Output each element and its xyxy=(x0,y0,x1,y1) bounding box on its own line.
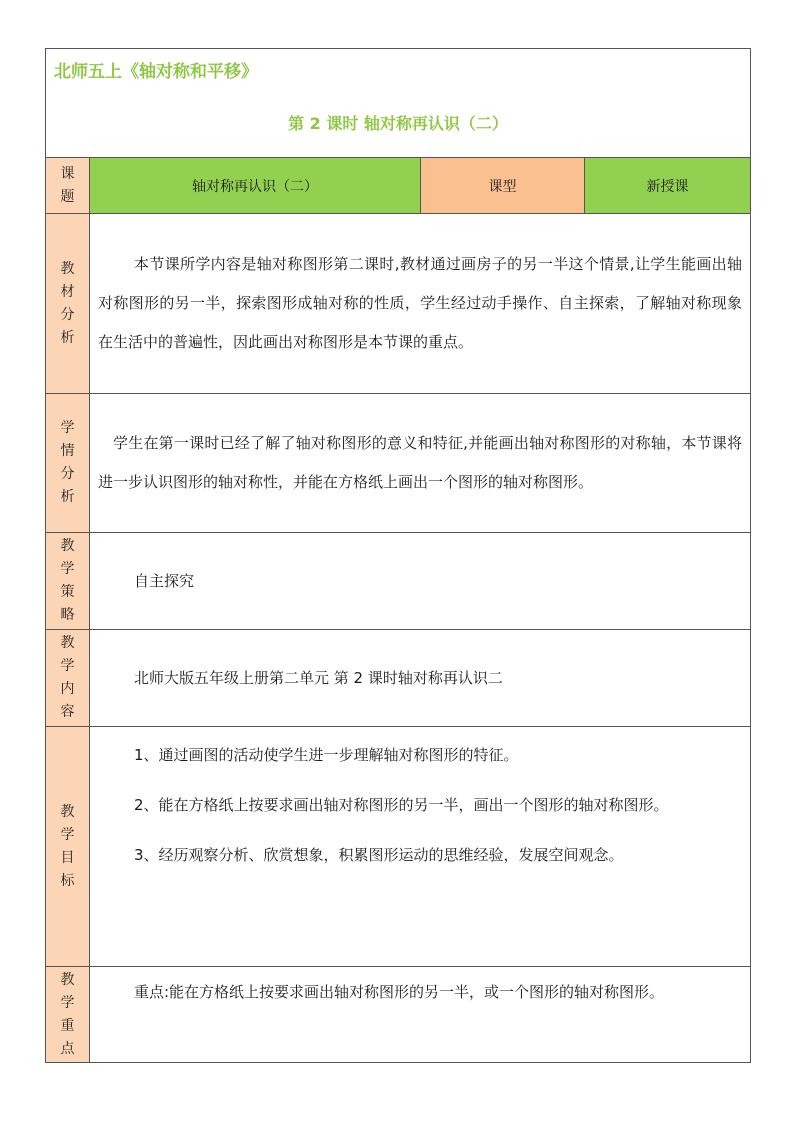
type-label: 课型 xyxy=(421,158,585,214)
strategy-cell xyxy=(90,533,751,630)
strategy-text: 自主探究 xyxy=(134,571,195,590)
series-title: 北师五上《轴对称和平移》 xyxy=(54,62,258,82)
content-text: 北师大版五年级上册第二单元 第 2 课时轴对称再认识二 xyxy=(134,668,503,687)
lesson-plan-page xyxy=(45,48,750,1063)
label-students: 学 情 分 析 xyxy=(46,394,90,533)
key-points-cell xyxy=(90,967,751,1063)
students-cell xyxy=(90,394,751,533)
material-cell xyxy=(90,214,751,394)
goal-item: 2、能在方格纸上按要求画出轴对称图形的另一半，画出一个图形的轴对称图形。 xyxy=(134,796,669,814)
key-points-text: 重点:能在方格纸上按要求画出轴对称图形的另一半，或一个图形的轴对称图形。 xyxy=(134,983,665,1001)
goal-item: 3、经历观察分析、欣赏想象，积累图形运动的思维经验，发展空间观念。 xyxy=(134,846,624,864)
title-cell xyxy=(46,49,751,158)
topic-value: 轴对称再认识（二） xyxy=(90,158,421,214)
label-topic: 课 题 xyxy=(46,158,90,214)
label-goals: 教 学 目 标 xyxy=(46,727,90,967)
content-cell xyxy=(90,630,751,727)
label-strategy: 教 学 策 略 xyxy=(46,533,90,630)
label-key-points: 教 学 重 点 xyxy=(46,967,90,1063)
label-material: 教 材 分 析 xyxy=(46,214,90,394)
lesson-title: 第 2 课时 轴对称再认识（二） xyxy=(288,114,508,133)
label-content: 教 学 内 容 xyxy=(46,630,90,727)
goals-cell xyxy=(90,727,751,967)
students-text: 学生在第一课时已经了解了轴对称图形的意义和特征,并能画出轴对称图形的对称轴，本节课将进一步认识图形的轴对称性，并能在方格纸上画出一个图形的轴对称图形。 xyxy=(98,434,742,491)
goal-item: 1、通过画图的活动使学生进一步理解轴对称图形的特征。 xyxy=(134,746,519,764)
type-value: 新授课 xyxy=(585,158,751,214)
material-text: 本节课所学内容是轴对称图形第二课时,教材通过画房子的另一半这个情景,让学生能画出轴对称图形的另一半，探索图形成轴对称的性质，学生经过动手操作、自主探索，了解轴对称现象在生活中的普遍性，因此画出对称图形是本节课的重点。 xyxy=(98,255,742,351)
lesson-plan-table xyxy=(45,48,751,1063)
